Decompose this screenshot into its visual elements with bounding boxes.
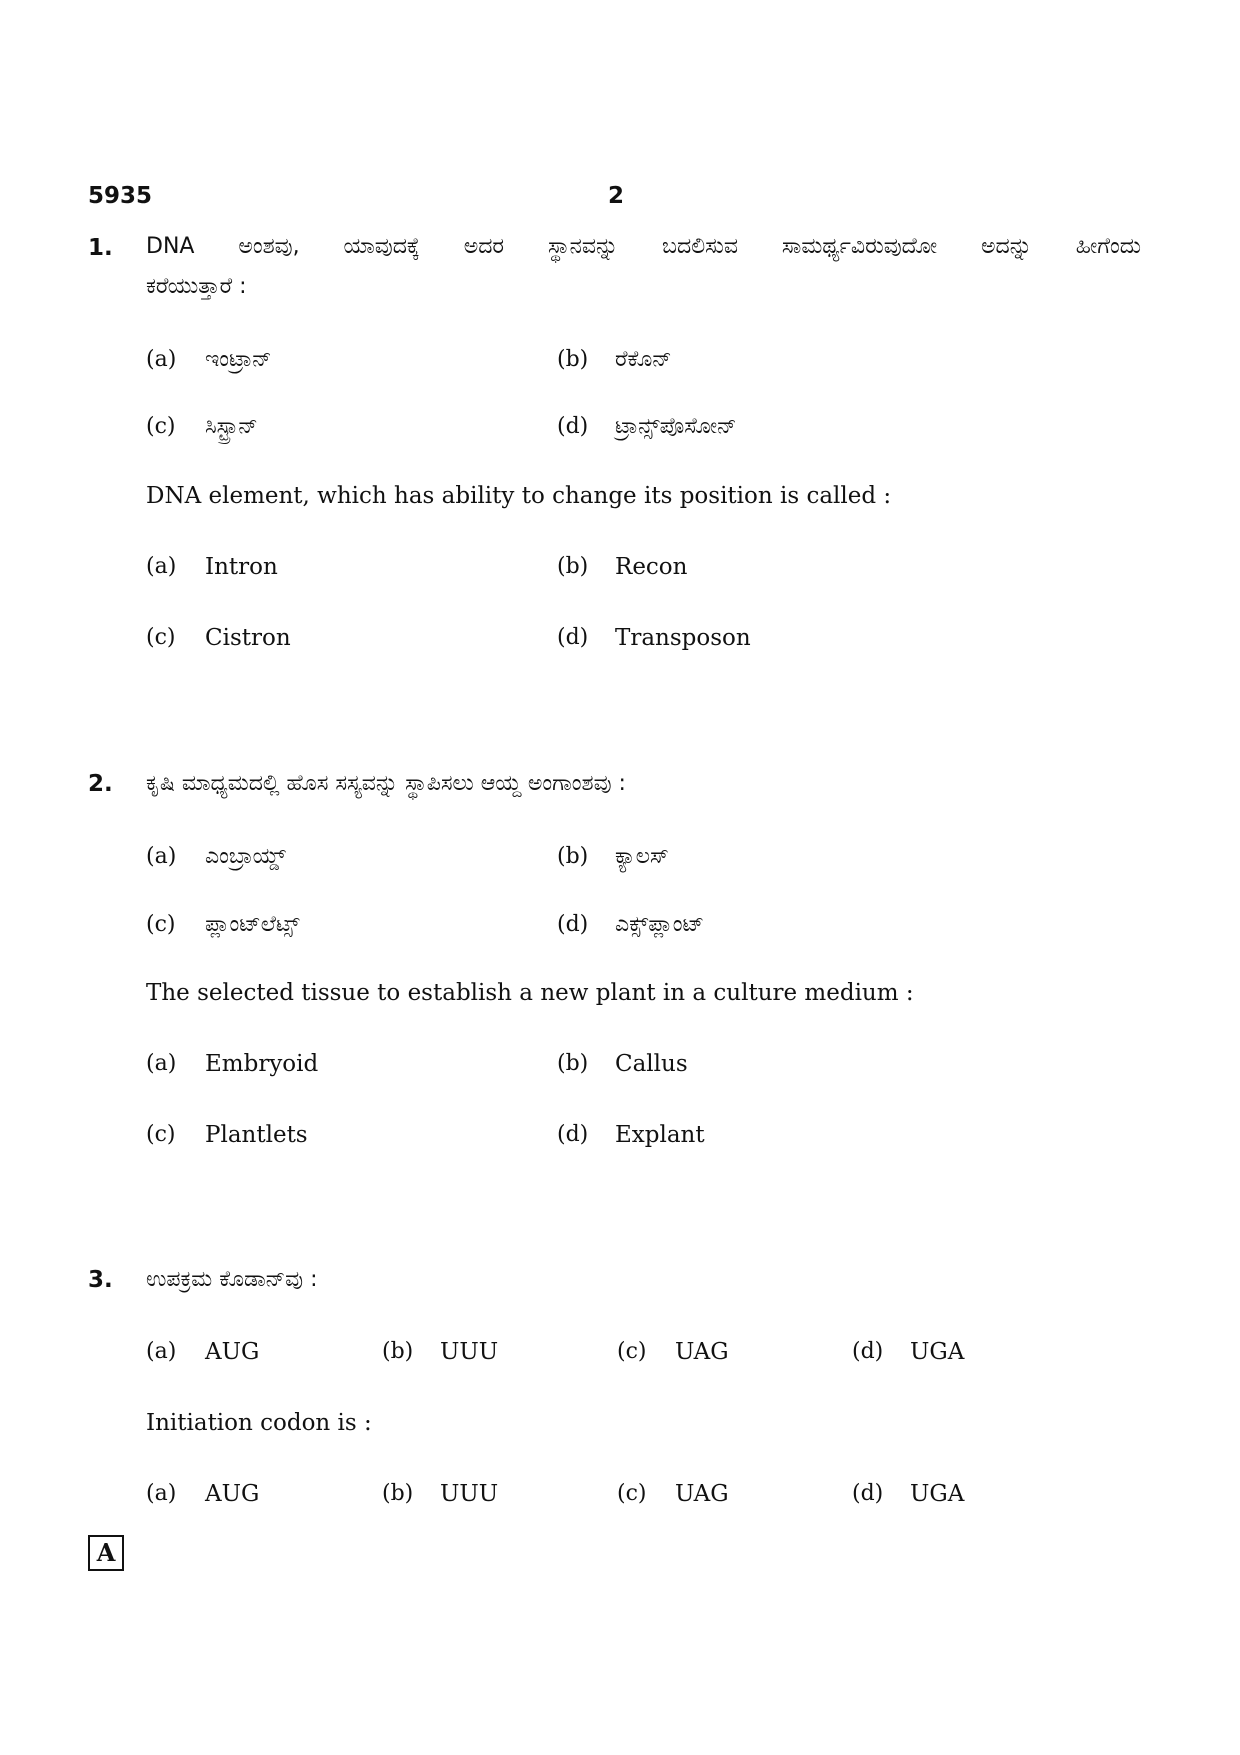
option-label: (a) xyxy=(146,554,177,579)
option-text: UUU xyxy=(440,1481,499,1507)
question-number: 1. xyxy=(88,235,113,261)
option-text: UUU xyxy=(440,1339,499,1365)
option-text-kannada: ಪ್ಲಾಂಟ್‌ಲೆಟ್ಸ್ xyxy=(205,912,300,937)
option-label: (b) xyxy=(382,1481,414,1506)
question-text-kannada: ಕೃಷಿ ಮಾಧ್ಯಮದಲ್ಲಿ ಹೊಸ ಸಸ್ಯವನ್ನು ಸ್ಥಾಪಿಸಲು ಆಯ್ದ ಅಂಗಾಂಶವು : xyxy=(146,771,626,796)
page-number: 2 xyxy=(608,183,625,209)
option-label: (b) xyxy=(557,1051,589,1076)
option-label: (b) xyxy=(557,554,589,579)
option-label: (c) xyxy=(617,1481,647,1506)
option-text: UGA xyxy=(910,1481,965,1507)
option-label: (a) xyxy=(146,1339,177,1364)
option-text-english: Plantlets xyxy=(205,1122,308,1148)
option-text-kannada: ಎಕ್ಸ್‌ಪ್ಲಾಂಟ್ xyxy=(615,912,705,937)
question-number: 2. xyxy=(88,771,113,797)
option-text: UAG xyxy=(675,1481,729,1507)
option-text: UGA xyxy=(910,1339,965,1365)
option-label: (d) xyxy=(852,1481,884,1506)
option-text-kannada: ಸಿಸ್ಟ್ರಾನ್ xyxy=(205,414,258,439)
option-label: (c) xyxy=(146,912,176,937)
option-label: (d) xyxy=(557,1122,589,1147)
option-text-kannada: ಕ್ಯಾಲಸ್ xyxy=(615,844,669,869)
option-text: UAG xyxy=(675,1339,729,1365)
set-label-box: A xyxy=(88,1535,124,1571)
option-label: (c) xyxy=(146,625,176,650)
paper-code: 5935 xyxy=(88,183,153,209)
option-label: (b) xyxy=(382,1339,414,1364)
option-label: (a) xyxy=(146,1051,177,1076)
option-text-kannada: ಎಂಬ್ರಾಯ್ಡ್ xyxy=(205,844,286,869)
option-text-english: Explant xyxy=(615,1122,705,1148)
option-label: (b) xyxy=(557,844,589,869)
option-label: (d) xyxy=(557,414,589,439)
question-text-english: The selected tissue to establish a new plant in a culture medium : xyxy=(146,980,914,1006)
option-label: (a) xyxy=(146,1481,177,1506)
option-label: (d) xyxy=(557,912,589,937)
question-text-kannada-cont: ಕರೆಯುತ್ತಾರೆ : xyxy=(146,274,247,299)
option-label: (d) xyxy=(852,1339,884,1364)
option-text-english: Recon xyxy=(615,554,688,580)
option-text-english: Callus xyxy=(615,1051,688,1077)
option-label: (c) xyxy=(146,1122,176,1147)
option-label: (b) xyxy=(557,347,589,372)
option-text-kannada: ಇಂಟ್ರಾನ್ xyxy=(205,347,272,372)
option-text: AUG xyxy=(205,1481,260,1507)
option-label: (a) xyxy=(146,347,177,372)
option-text-english: Transposon xyxy=(615,625,751,651)
option-text-english: Embryoid xyxy=(205,1051,319,1077)
option-text-kannada: ಟ್ರಾನ್ಸ್‌ಪೊಸೋನ್ xyxy=(615,414,737,439)
option-label: (c) xyxy=(617,1339,647,1364)
question-text-english: Initiation codon is : xyxy=(146,1410,372,1436)
question-text-kannada: ಉಪಕ್ರಮ ಕೊಡಾನ್‌ವು : xyxy=(146,1267,318,1292)
question-number: 3. xyxy=(88,1267,113,1293)
question-text-english: DNA element, which has ability to change its position is called : xyxy=(146,483,892,509)
option-text-english: Intron xyxy=(205,554,278,580)
question-text-kannada: DNA ಅಂಶವು, ಯಾವುದಕ್ಕೆ ಅದರ ಸ್ಥಾನವನ್ನು ಬದಲಿಸುವ ಸಾಮರ್ಥ್ಯವಿರುವುದೋ ಅದನ್ನು ಹೀಗೆಂದು xyxy=(146,234,1141,259)
option-text-english: Cistron xyxy=(205,625,291,651)
option-text: AUG xyxy=(205,1339,260,1365)
option-label: (a) xyxy=(146,844,177,869)
option-label: (d) xyxy=(557,625,589,650)
option-label: (c) xyxy=(146,414,176,439)
option-text-kannada: ರೆಕೊನ್ xyxy=(615,347,672,372)
